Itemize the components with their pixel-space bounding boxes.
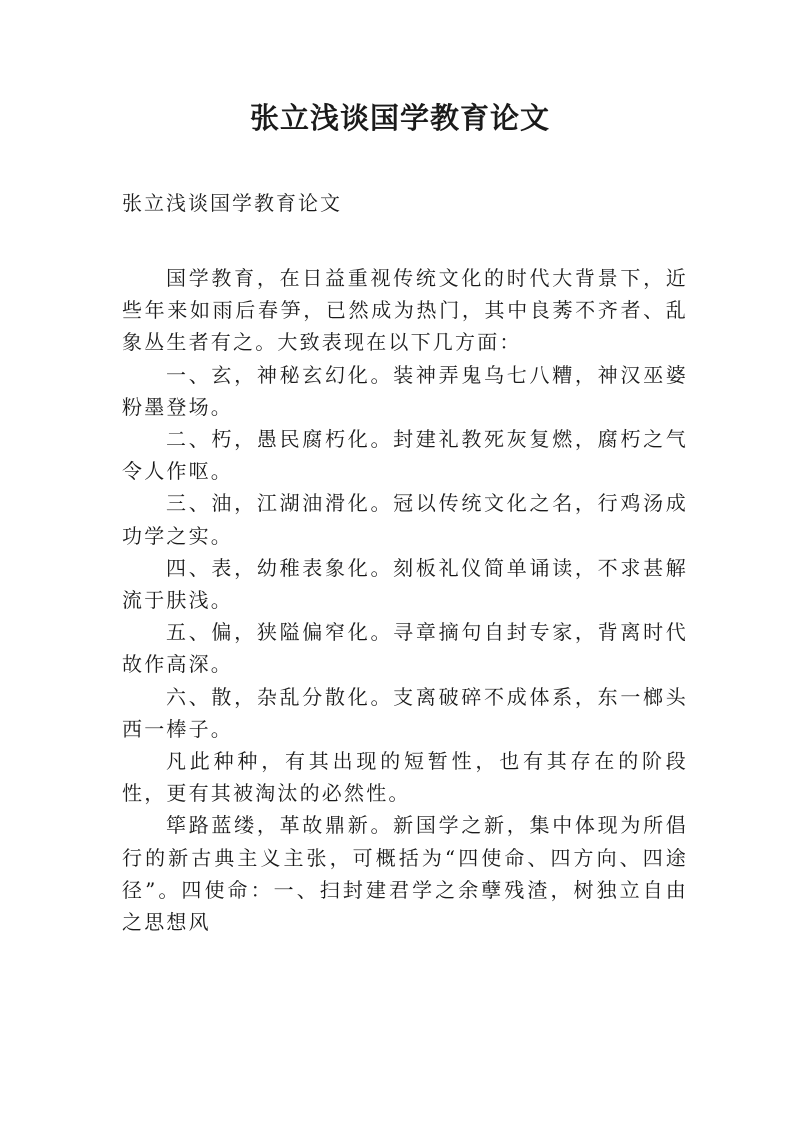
document-subtitle: 张立浅谈国学教育论文 xyxy=(122,191,342,215)
paragraph-item-2: 二、朽，愚民腐朽化。封建礼教死灰复燃，腐朽之气令人作呕。 xyxy=(122,427,688,484)
paragraph-item-3: 三、油，江湖油滑化。冠以传统文化之名，行鸡汤成功学之实。 xyxy=(122,491,688,548)
paragraph-item-1: 一、玄，神秘玄幻化。装神弄鬼乌七八糟，神汉巫婆粉墨登场。 xyxy=(122,362,688,419)
paragraph-intro: 国学教育，在日益重视传统文化的时代大背景下，近些年来如雨后春笋，已然成为热门，其中良莠不齐者、乱象丛生者有之。大致表现在以下几方面： xyxy=(122,266,688,355)
paragraph-item-6: 六、散，杂乱分散化。支离破碎不成体系，东一榔头西一棒子。 xyxy=(122,684,688,741)
paragraph-summary: 凡此种种，有其出现的短暂性，也有其存在的阶段性，更有其被淘汰的必然性。 xyxy=(122,749,688,806)
paragraph-item-4: 四、表，幼稚表象化。刻板礼仪简单诵读，不求甚解流于肤浅。 xyxy=(122,555,688,613)
paragraph-item-5: 五、偏，狭隘偏窄化。寻章摘句自封专家，背离时代故作高深。 xyxy=(122,620,688,677)
document-body xyxy=(122,262,688,938)
paragraph-new-guoxue: 筚路蓝缕，革故鼎新。新国学之新，集中体现为所倡行的新古典主义主张，可概括为“四使命、四方向、四途径”。四使命：一、扫封建君学之余孽残渣，树独立自由之思想风 xyxy=(122,813,688,935)
document-title: 张立浅谈国学教育论文 xyxy=(249,101,550,135)
